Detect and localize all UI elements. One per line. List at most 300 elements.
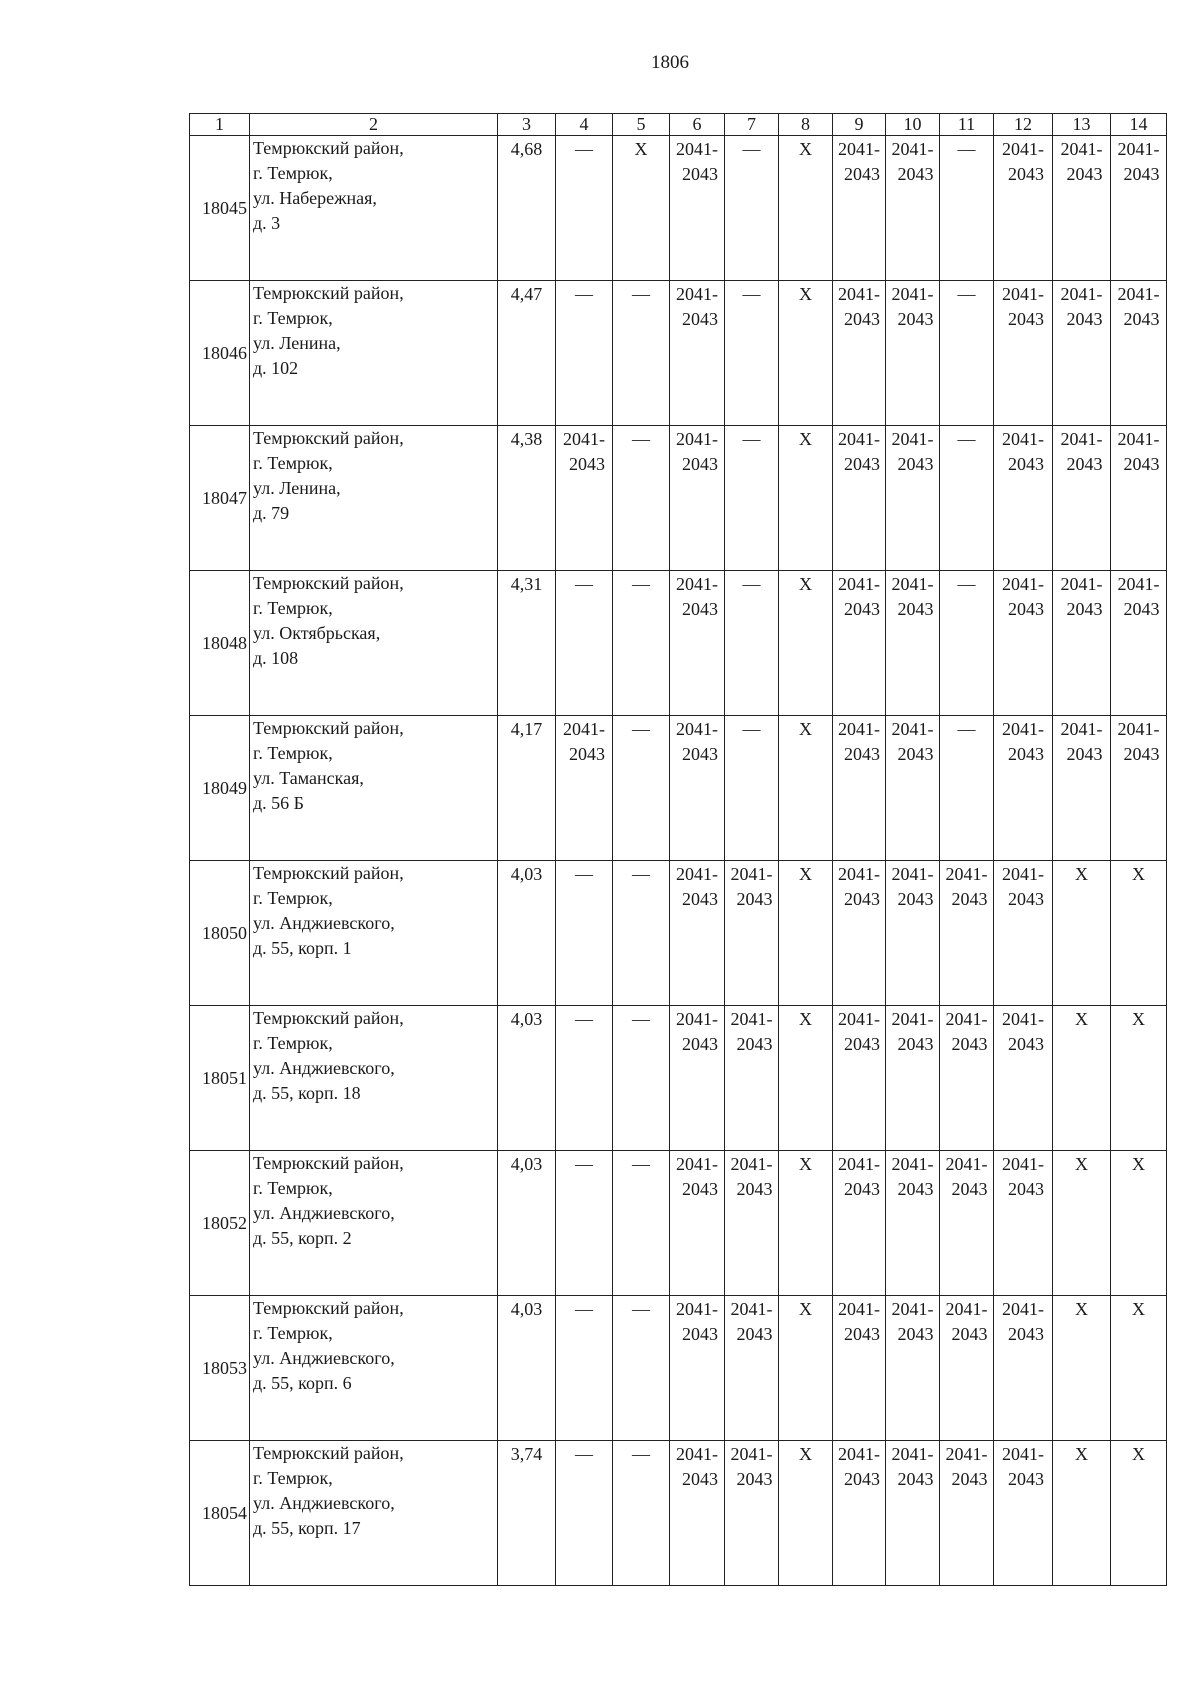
cell-value: 2041- 2043 — [1117, 429, 1160, 474]
cell-value: 2041- 2043 — [1002, 574, 1044, 619]
cell-value: 2041- 2043 — [676, 429, 718, 474]
value-cell-col-6 — [670, 716, 725, 861]
address-line: Темрюкский район, — [253, 1153, 404, 1173]
cell-value: — — [742, 719, 761, 739]
address-cell — [250, 571, 498, 716]
value-cell-col-6 — [670, 281, 725, 426]
value-cell-col-6 — [670, 426, 725, 571]
area-value: 4,17 — [510, 719, 543, 739]
address-cell — [250, 281, 498, 426]
value-cell-col-10 — [886, 1296, 940, 1441]
address-line: г. Темрюк, — [253, 308, 333, 328]
value-cell-col-5 — [613, 1151, 670, 1296]
address-line: Темрюкский район, — [253, 1008, 404, 1028]
value-cell-col-8 — [779, 1006, 833, 1151]
cell-value: 2041- 2043 — [1002, 719, 1044, 764]
value-cell-col-12 — [994, 571, 1053, 716]
address-line: ул. Анджиевского, — [253, 913, 395, 933]
value-cell-col-7 — [725, 136, 779, 281]
cell-value: — — [632, 284, 650, 304]
value-cell-col-4 — [556, 1151, 613, 1296]
value-cell-col-11 — [940, 861, 994, 1006]
cell-value: 2041- 2043 — [730, 1299, 773, 1344]
address-line: ул. Анджиевского, — [253, 1203, 395, 1223]
value-cell-col-5 — [613, 716, 670, 861]
column-header-10: 10 — [886, 114, 940, 136]
cell-value: Х — [799, 864, 812, 884]
cell-value: Х — [1075, 864, 1088, 884]
address-cell — [250, 1296, 498, 1441]
cell-value: 2041- 2043 — [676, 574, 718, 619]
address-line: г. Темрюк, — [253, 163, 333, 183]
value-cell-col-11 — [940, 1441, 994, 1586]
address-cell — [250, 426, 498, 571]
value-cell-col-5 — [613, 426, 670, 571]
cell-value: 2041- 2043 — [1002, 429, 1044, 474]
value-cell-col-14 — [1111, 281, 1167, 426]
value-cell-col-9 — [833, 1296, 886, 1441]
value-cell-col-6 — [670, 571, 725, 716]
page-number: 1806 — [651, 52, 689, 73]
value-cell-col-13 — [1053, 716, 1111, 861]
value-cell-col-12 — [994, 426, 1053, 571]
value-cell-col-9 — [833, 861, 886, 1006]
cell-value: — — [957, 719, 976, 739]
value-cell-col-6 — [670, 1006, 725, 1151]
address-line: д. 55, корп. 17 — [253, 1518, 361, 1538]
cell-value: 2041- 2043 — [891, 1444, 934, 1489]
value-cell-col-11 — [940, 136, 994, 281]
area-value: 4,03 — [510, 1299, 543, 1319]
cell-value: 2041- 2043 — [730, 1154, 773, 1199]
cell-value: 2041- 2043 — [676, 864, 718, 909]
area-value: 4,31 — [510, 574, 543, 594]
value-cell-col-10 — [886, 1151, 940, 1296]
cell-value: 2041- 2043 — [891, 1009, 934, 1054]
value-cell-col-7 — [725, 1151, 779, 1296]
area-value: 4,47 — [510, 284, 543, 304]
cell-value: 2041- 2043 — [676, 1154, 718, 1199]
value-cell-col-10 — [886, 861, 940, 1006]
value-cell-col-11 — [940, 426, 994, 571]
value-cell-col-9 — [833, 426, 886, 571]
table-row — [190, 1296, 1167, 1441]
table-row — [190, 136, 1167, 281]
address-line: г. Темрюк, — [253, 888, 333, 908]
address-cell — [250, 1151, 498, 1296]
value-cell-col-4 — [556, 571, 613, 716]
cell-value: — — [575, 1154, 593, 1174]
record-id-cell: 18053 — [190, 1296, 250, 1441]
cell-value: Х — [799, 284, 812, 304]
cell-value: 2041- 2043 — [945, 864, 988, 909]
cell-value: — — [632, 1299, 650, 1319]
value-cell-col-14 — [1111, 571, 1167, 716]
cell-value: — — [575, 1299, 593, 1319]
cell-value: 2041- 2043 — [1117, 719, 1160, 764]
cell-value: — — [632, 429, 650, 449]
cell-value: 2041- 2043 — [945, 1444, 988, 1489]
cell-value: 2041- 2043 — [945, 1009, 988, 1054]
cell-value: — — [957, 284, 976, 304]
table-row — [190, 1441, 1167, 1586]
value-cell-col-7 — [725, 1441, 779, 1586]
address-line: г. Темрюк, — [253, 1323, 333, 1343]
cell-value: — — [957, 574, 976, 594]
address-line: ул. Набережная, — [253, 188, 377, 208]
cell-value: — — [575, 139, 593, 159]
value-cell-col-6 — [670, 1296, 725, 1441]
address-line: ул. Ленина, — [253, 478, 341, 498]
column-header-5: 5 — [613, 114, 670, 136]
value-cell-col-5 — [613, 861, 670, 1006]
value-cell-col-12 — [994, 1151, 1053, 1296]
address-line: г. Темрюк, — [253, 453, 333, 473]
cell-value: — — [575, 284, 593, 304]
address-cell — [250, 861, 498, 1006]
table-row — [190, 861, 1167, 1006]
cell-value: 2041- 2043 — [563, 719, 605, 764]
area-cell — [498, 861, 556, 1006]
cell-value: — — [632, 1154, 650, 1174]
value-cell-col-14 — [1111, 1441, 1167, 1586]
value-cell-col-9 — [833, 571, 886, 716]
cell-value: Х — [799, 1154, 812, 1174]
value-cell-col-8 — [779, 136, 833, 281]
column-header-3: 3 — [498, 114, 556, 136]
record-id-cell: 18045 — [190, 136, 250, 281]
record-id-cell: 18046 — [190, 281, 250, 426]
value-cell-col-8 — [779, 1296, 833, 1441]
address-line: Темрюкский район, — [253, 283, 404, 303]
table-body — [190, 136, 1167, 1586]
value-cell-col-9 — [833, 716, 886, 861]
cell-value: 2041- 2043 — [945, 1154, 988, 1199]
value-cell-col-11 — [940, 1006, 994, 1151]
value-cell-col-7 — [725, 426, 779, 571]
value-cell-col-4 — [556, 136, 613, 281]
cell-value: 2041- 2043 — [1002, 1299, 1044, 1344]
area-cell — [498, 1296, 556, 1441]
address-line: г. Темрюк, — [253, 1178, 333, 1198]
header-row — [190, 114, 1167, 136]
value-cell-col-5 — [613, 1006, 670, 1151]
address-line: Темрюкский район, — [253, 863, 404, 883]
cell-value: — — [632, 864, 650, 884]
address-line: д. 56 Б — [253, 793, 304, 813]
cell-value: 2041- 2043 — [945, 1299, 988, 1344]
value-cell-col-8 — [779, 571, 833, 716]
address-line: Темрюкский район, — [253, 718, 404, 738]
cell-value: 2041- 2043 — [1002, 1154, 1044, 1199]
cell-value: 2041- 2043 — [676, 1444, 718, 1489]
cell-value: — — [575, 1009, 593, 1029]
value-cell-col-5 — [613, 571, 670, 716]
value-cell-col-13 — [1053, 136, 1111, 281]
value-cell-col-12 — [994, 1441, 1053, 1586]
cell-value: 2041- 2043 — [676, 1009, 718, 1054]
table-row — [190, 426, 1167, 571]
cell-value: 2041- 2043 — [891, 139, 934, 184]
value-cell-col-12 — [994, 281, 1053, 426]
cell-value: Х — [799, 574, 812, 594]
area-cell — [498, 426, 556, 571]
address-line: д. 79 — [253, 503, 290, 523]
address-line: ул. Анджиевского, — [253, 1493, 395, 1513]
cell-value: 2041- 2043 — [1117, 574, 1160, 619]
cell-value: — — [957, 139, 976, 159]
area-value: 4,03 — [510, 864, 543, 884]
address-line: Темрюкский район, — [253, 428, 404, 448]
cell-value: 2041- 2043 — [1002, 1009, 1044, 1054]
cell-value: 2041- 2043 — [838, 284, 880, 329]
value-cell-col-13 — [1053, 1151, 1111, 1296]
cell-value: 2041- 2043 — [730, 864, 773, 909]
cell-value: 2041- 2043 — [676, 719, 718, 764]
area-value: 3,74 — [510, 1444, 543, 1464]
cell-value: — — [742, 139, 761, 159]
cell-value: 2041- 2043 — [838, 719, 880, 764]
address-line: д. 55, корп. 2 — [253, 1228, 352, 1248]
value-cell-col-8 — [779, 426, 833, 571]
cell-value: — — [957, 429, 976, 449]
value-cell-col-14 — [1111, 426, 1167, 571]
cell-value: 2041- 2043 — [1060, 139, 1103, 184]
table-header — [190, 114, 1167, 136]
address-line: д. 55, корп. 6 — [253, 1373, 352, 1393]
value-cell-col-7 — [725, 716, 779, 861]
value-cell-col-12 — [994, 1296, 1053, 1441]
cell-value: Х — [799, 719, 812, 739]
table-row — [190, 281, 1167, 426]
record-id-cell: 18051 — [190, 1006, 250, 1151]
cell-value: 2041- 2043 — [563, 429, 605, 474]
cell-value: 2041- 2043 — [838, 1154, 880, 1199]
cell-value: — — [632, 1009, 650, 1029]
cell-value: 2041- 2043 — [838, 864, 880, 909]
address-line: Темрюкский район, — [253, 138, 404, 158]
cell-value: Х — [1075, 1009, 1088, 1029]
column-header-12: 12 — [994, 114, 1053, 136]
cell-value: 2041- 2043 — [676, 284, 718, 329]
column-header-13: 13 — [1053, 114, 1111, 136]
cell-value: Х — [1132, 864, 1145, 884]
value-cell-col-8 — [779, 1441, 833, 1586]
cell-value: 2041- 2043 — [838, 574, 880, 619]
column-header-7: 7 — [725, 114, 779, 136]
column-header-14: 14 — [1111, 114, 1167, 136]
column-header-4: 4 — [556, 114, 613, 136]
column-header-11: 11 — [940, 114, 994, 136]
value-cell-col-11 — [940, 716, 994, 861]
value-cell-col-9 — [833, 1006, 886, 1151]
address-line: д. 55, корп. 18 — [253, 1083, 361, 1103]
register-table — [189, 113, 1167, 1586]
value-cell-col-8 — [779, 716, 833, 861]
column-header-9: 9 — [833, 114, 886, 136]
value-cell-col-14 — [1111, 1006, 1167, 1151]
value-cell-col-9 — [833, 1441, 886, 1586]
cell-value: — — [632, 574, 650, 594]
cell-value: — — [575, 1444, 593, 1464]
address-line: Темрюкский район, — [253, 573, 404, 593]
value-cell-col-13 — [1053, 426, 1111, 571]
cell-value: 2041- 2043 — [891, 429, 934, 474]
table-row — [190, 1006, 1167, 1151]
address-line: д. 102 — [253, 358, 299, 378]
value-cell-col-14 — [1111, 861, 1167, 1006]
address-line: г. Темрюк, — [253, 1033, 333, 1053]
cell-value: 2041- 2043 — [891, 574, 934, 619]
value-cell-col-10 — [886, 1441, 940, 1586]
cell-value: 2041- 2043 — [730, 1444, 773, 1489]
value-cell-col-12 — [994, 861, 1053, 1006]
value-cell-col-13 — [1053, 861, 1111, 1006]
cell-value: 2041- 2043 — [1002, 864, 1044, 909]
area-cell — [498, 1006, 556, 1151]
cell-value: — — [742, 429, 761, 449]
value-cell-col-7 — [725, 1296, 779, 1441]
area-value: 4,03 — [510, 1154, 543, 1174]
cell-value: 2041- 2043 — [891, 284, 934, 329]
column-header-1: 1 — [190, 114, 250, 136]
cell-value: Х — [1075, 1444, 1088, 1464]
record-id-cell: 18048 — [190, 571, 250, 716]
value-cell-col-6 — [670, 136, 725, 281]
cell-value: 2041- 2043 — [1060, 719, 1103, 764]
cell-value: 2041- 2043 — [838, 429, 880, 474]
cell-value: Х — [799, 1009, 812, 1029]
cell-value: Х — [1132, 1154, 1145, 1174]
value-cell-col-8 — [779, 861, 833, 1006]
value-cell-col-14 — [1111, 1296, 1167, 1441]
area-cell — [498, 1441, 556, 1586]
value-cell-col-10 — [886, 426, 940, 571]
value-cell-col-7 — [725, 1006, 779, 1151]
value-cell-col-13 — [1053, 571, 1111, 716]
value-cell-col-5 — [613, 281, 670, 426]
value-cell-col-13 — [1053, 1296, 1111, 1441]
cell-value: — — [575, 574, 593, 594]
cell-value: Х — [1132, 1299, 1145, 1319]
cell-value: Х — [799, 139, 812, 159]
value-cell-col-6 — [670, 1151, 725, 1296]
value-cell-col-13 — [1053, 1006, 1111, 1151]
cell-value: 2041- 2043 — [1117, 139, 1160, 184]
cell-value: — — [575, 864, 593, 884]
value-cell-col-9 — [833, 281, 886, 426]
value-cell-col-14 — [1111, 716, 1167, 861]
cell-value: Х — [1132, 1444, 1145, 1464]
cell-value: Х — [1075, 1154, 1088, 1174]
cell-value: 2041- 2043 — [1060, 284, 1103, 329]
value-cell-col-4 — [556, 1296, 613, 1441]
address-line: ул. Октябрьская, — [253, 623, 381, 643]
cell-value: — — [632, 1444, 650, 1464]
cell-value: — — [742, 574, 761, 594]
address-cell — [250, 136, 498, 281]
value-cell-col-4 — [556, 426, 613, 571]
address-line: ул. Анджиевского, — [253, 1348, 395, 1368]
cell-value: 2041- 2043 — [838, 1009, 880, 1054]
value-cell-col-4 — [556, 281, 613, 426]
area-cell — [498, 1151, 556, 1296]
value-cell-col-4 — [556, 1006, 613, 1151]
cell-value: 2041- 2043 — [1060, 574, 1103, 619]
value-cell-col-11 — [940, 571, 994, 716]
table-row — [190, 1151, 1167, 1296]
cell-value: — — [742, 284, 761, 304]
cell-value: 2041- 2043 — [1117, 284, 1160, 329]
value-cell-col-4 — [556, 716, 613, 861]
cell-value: Х — [1132, 1009, 1145, 1029]
column-header-6: 6 — [670, 114, 725, 136]
record-id-cell: 18047 — [190, 426, 250, 571]
value-cell-col-10 — [886, 136, 940, 281]
address-line: ул. Ленина, — [253, 333, 341, 353]
value-cell-col-4 — [556, 1441, 613, 1586]
cell-value: 2041- 2043 — [891, 719, 934, 764]
area-cell — [498, 571, 556, 716]
cell-value: 2041- 2043 — [730, 1009, 773, 1054]
cell-value: Х — [1075, 1299, 1088, 1319]
value-cell-col-5 — [613, 136, 670, 281]
area-cell — [498, 281, 556, 426]
area-value: 4,38 — [510, 429, 543, 449]
address-cell — [250, 1006, 498, 1151]
value-cell-col-11 — [940, 281, 994, 426]
address-line: ул. Анджиевского, — [253, 1058, 395, 1078]
cell-value: 2041- 2043 — [891, 1299, 934, 1344]
address-line: г. Темрюк, — [253, 598, 333, 618]
record-id-cell: 18050 — [190, 861, 250, 1006]
value-cell-col-5 — [613, 1296, 670, 1441]
address-line: д. 108 — [253, 648, 299, 668]
value-cell-col-8 — [779, 1151, 833, 1296]
value-cell-col-14 — [1111, 136, 1167, 281]
value-cell-col-8 — [779, 281, 833, 426]
cell-value: 2041- 2043 — [838, 139, 880, 184]
cell-value: 2041- 2043 — [1060, 429, 1103, 474]
record-id-cell: 18052 — [190, 1151, 250, 1296]
value-cell-col-12 — [994, 136, 1053, 281]
value-cell-col-10 — [886, 281, 940, 426]
value-cell-col-10 — [886, 571, 940, 716]
value-cell-col-13 — [1053, 281, 1111, 426]
area-cell — [498, 716, 556, 861]
address-line: д. 3 — [253, 213, 281, 233]
value-cell-col-4 — [556, 861, 613, 1006]
cell-value: 2041- 2043 — [676, 139, 718, 184]
cell-value: — — [632, 719, 650, 739]
area-value: 4,68 — [510, 139, 543, 159]
table-row — [190, 571, 1167, 716]
cell-value: Х — [634, 139, 648, 159]
cell-value: 2041- 2043 — [1002, 139, 1044, 184]
cell-value: 2041- 2043 — [891, 1154, 934, 1199]
cell-value: Х — [799, 1299, 812, 1319]
value-cell-col-7 — [725, 861, 779, 1006]
column-header-8: 8 — [779, 114, 833, 136]
value-cell-col-11 — [940, 1296, 994, 1441]
value-cell-col-6 — [670, 1441, 725, 1586]
record-id-cell: 18054 — [190, 1441, 250, 1586]
address-line: г. Темрюк, — [253, 743, 333, 763]
address-cell — [250, 716, 498, 861]
cell-value: Х — [799, 429, 812, 449]
cell-value: 2041- 2043 — [676, 1299, 718, 1344]
record-id-cell: 18049 — [190, 716, 250, 861]
